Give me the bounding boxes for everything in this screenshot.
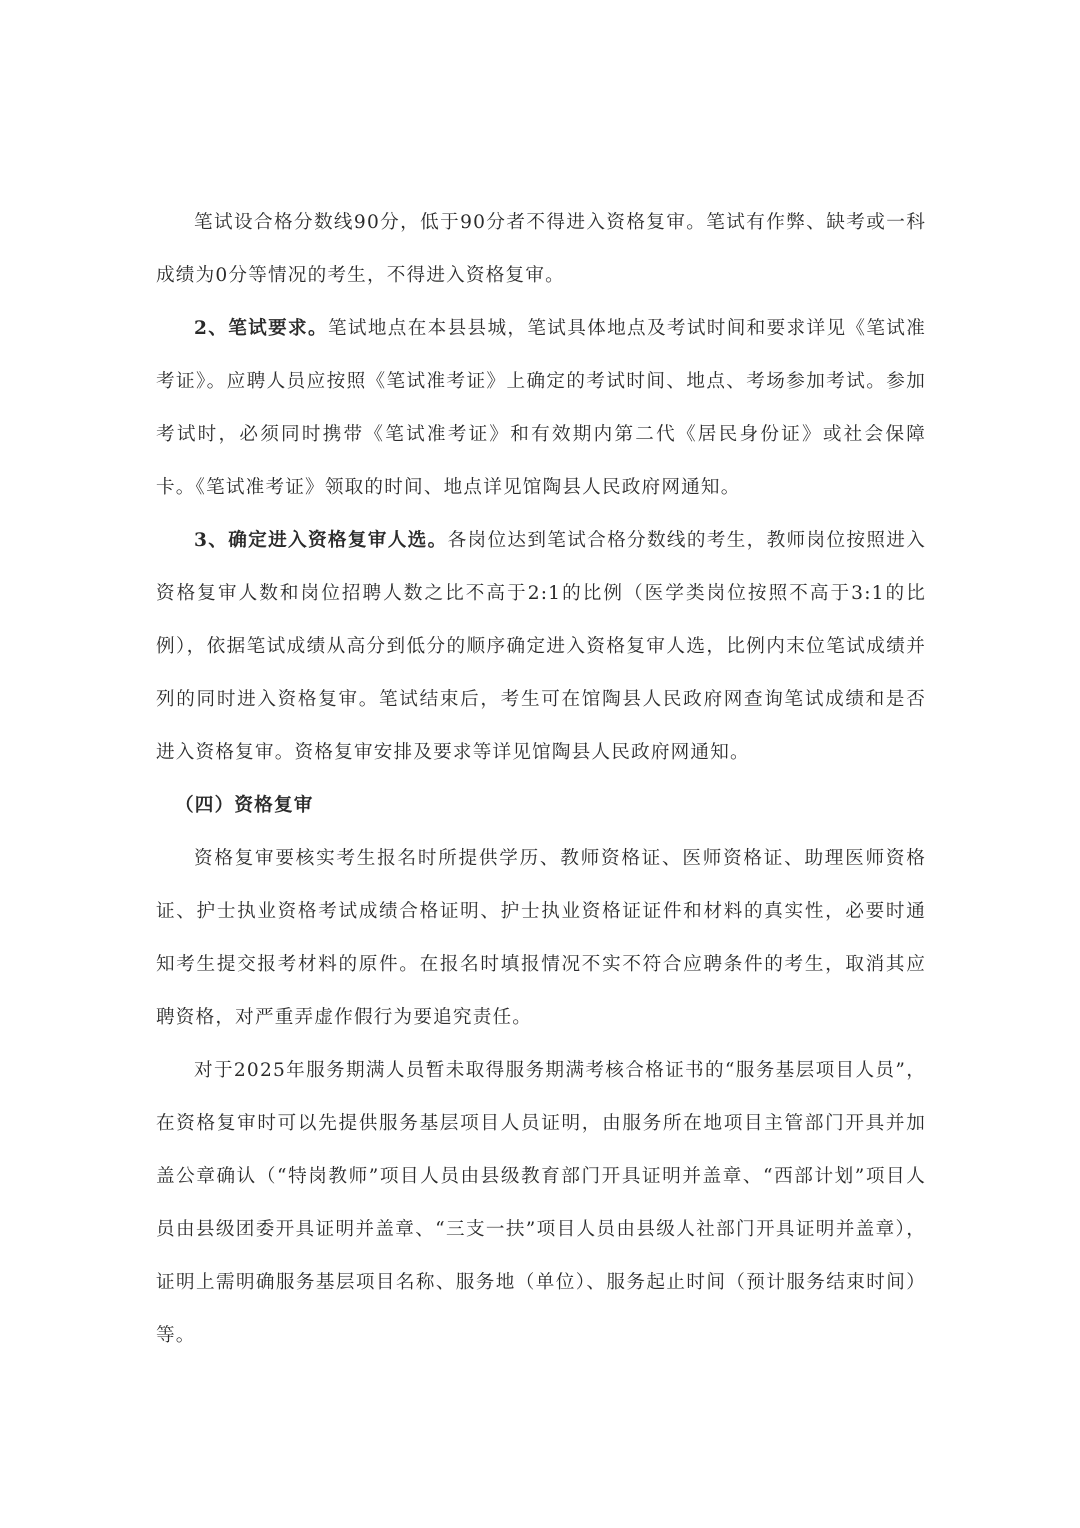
paragraph-qualification-review: [156, 832, 926, 1044]
paragraph-service-personnel-text: 对于2025年服务期满人员暂未取得服务期满考核合格证书的“服务基层项目人员”，在资格复审时可以先提供服务基层项目人员证明，由服务所在地项目主管部门开具并加盖公章确认（“特岗教师”项目人员由县级教育部门开具证明并盖章、“西部计划”项目人员由县级团委开具证明并盖章、“三支一扶”项目人员由县级人社部门开具证明并盖章），证明上需明确服务基层项目名称、服务地（单位）、服务起止时间（预计服务结束时间）等。: [156, 1060, 926, 1346]
paragraph-written-exam-requirements-lead: 2、笔试要求。: [194, 318, 328, 339]
paragraph-passing-score-text: 笔试设合格分数线90分，低于90分者不得进入资格复审。笔试有作弊、缺考或一科成绩为0分等情况的考生，不得进入资格复审。: [156, 212, 926, 286]
paragraph-service-personnel: [156, 1044, 926, 1362]
paragraph-written-exam-requirements-text: 笔试地点在本县县城，笔试具体地点及考试时间和要求详见《笔试准考证》。应聘人员应按照《笔试准考证》上确定的考试时间、地点、考场参加考试。参加考试时，必须同时携带《笔试准考证》和有效期内第二代《居民身份证》或社会保障卡。《笔试准考证》领取的时间、地点详见馆陶县人民政府网通知。: [156, 318, 926, 498]
document-body: [156, 196, 926, 1362]
paragraph-passing-score: [156, 196, 926, 302]
paragraph-review-candidates: [156, 514, 926, 779]
paragraph-review-candidates-lead: 3、确定进入资格复审人选。: [194, 530, 448, 551]
paragraph-qualification-review-text: 资格复审要核实考生报名时所提供学历、教师资格证、医师资格证、助理医师资格证、护士执业资格考试成绩合格证明、护士执业资格证证件和材料的真实性，必要时通知考生提交报考材料的原件。在报名时填报情况不实不符合应聘条件的考生，取消其应聘资格，对严重弄虚作假行为要追究责任。: [156, 848, 926, 1028]
paragraph-written-exam-requirements: [156, 302, 926, 514]
section-heading-qualification-review-text: （四）资格复审: [175, 795, 314, 816]
section-heading-qualification-review: [156, 779, 926, 832]
paragraph-review-candidates-text: 各岗位达到笔试合格分数线的考生，教师岗位按照进入资格复审人数和岗位招聘人数之比不高于2:1的比例（医学类岗位按照不高于3:1的比例），依据笔试成绩从高分到低分的顺序确定进入资格复审人选，比例内末位笔试成绩并列的同时进入资格复审。笔试结束后，考生可在馆陶县人民政府网查询笔试成绩和是否进入资格复审。资格复审安排及要求等详见馆陶县人民政府网通知。: [156, 530, 926, 763]
